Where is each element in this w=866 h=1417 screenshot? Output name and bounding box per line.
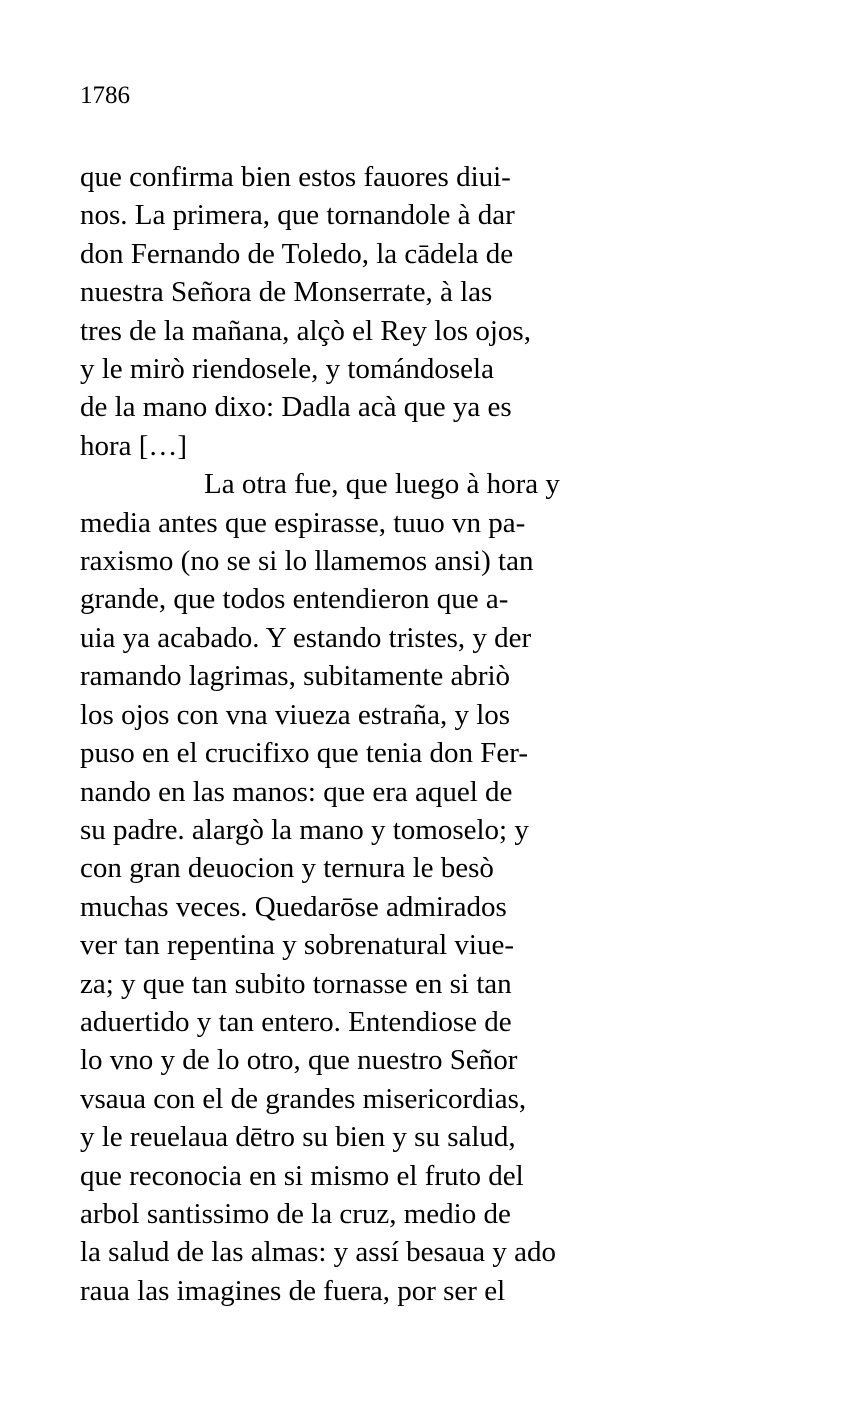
text-line: ramando lagrimas, subitamente abriò: [80, 660, 511, 693]
text-line: de la mano dixo: Dadla acà que ya es: [80, 391, 512, 424]
text-line: que confirma bien estos fauores diui-: [80, 161, 511, 193]
text-line: hora […]: [80, 429, 188, 462]
text-line: nos. La primera, que tornandole à dar: [80, 199, 515, 232]
text-line: raxismo (no se si lo llamemos ansi) tan: [80, 545, 534, 578]
text-line: don Fernando de Toledo, la cādela de: [80, 237, 514, 270]
text-line: tres de la mañana, alçò el Rey los ojos,: [80, 314, 531, 347]
text-line: vsaua con el de grandes misericordias,: [80, 1082, 527, 1115]
text-line: media antes que espirasse, tuuo vn pa-: [80, 506, 526, 539]
text-line: y le reuelaua dētro su bien y su salud,: [80, 1121, 516, 1154]
text-line: muchas veces. Quedarōse admirados: [80, 890, 507, 923]
text-line: ver tan repentina y sobrenatural viue-: [80, 929, 515, 962]
text-line: nuestra Señora de Monserrate, à las: [80, 276, 493, 309]
text-line: los ojos con vna viueza estraña, y los: [80, 698, 511, 731]
text-line: su padre. alargò la mano y tomoselo; y: [80, 813, 529, 846]
text-line: uia ya acabado. Y estando tristes, y der: [80, 621, 532, 654]
text-line: nando en las manos: que era aquel de: [80, 775, 513, 808]
body-text: [80, 158, 800, 1310]
text-line: grande, que todos entendieron que a-: [80, 583, 509, 616]
text-line: raua las imagines de fuera, por ser el: [80, 1274, 506, 1307]
text-line: y le mirò riendosele, y tomándosela: [80, 353, 494, 386]
text-line: la salud de las almas: y assí besaua y ado: [80, 1236, 556, 1269]
text-line: puso en el crucifixo que tenia don Fer-: [80, 737, 528, 770]
text-line: lo vno y de lo otro, que nuestro Señor: [80, 1044, 518, 1077]
text-line: que reconocia en si mismo el fruto del: [80, 1159, 524, 1192]
text-line: aduertido y tan entero. Entendiose de: [80, 1005, 512, 1038]
text-line: La otra fue, que luego à hora y: [204, 468, 560, 501]
text-line: za; y que tan subito tornasse en si tan: [80, 967, 512, 1000]
text-line: arbol santissimo de la cruz, medio de: [80, 1197, 511, 1230]
page-number: 1786: [80, 82, 130, 109]
text-line: con gran deuocion y ternura le besò: [80, 852, 494, 885]
